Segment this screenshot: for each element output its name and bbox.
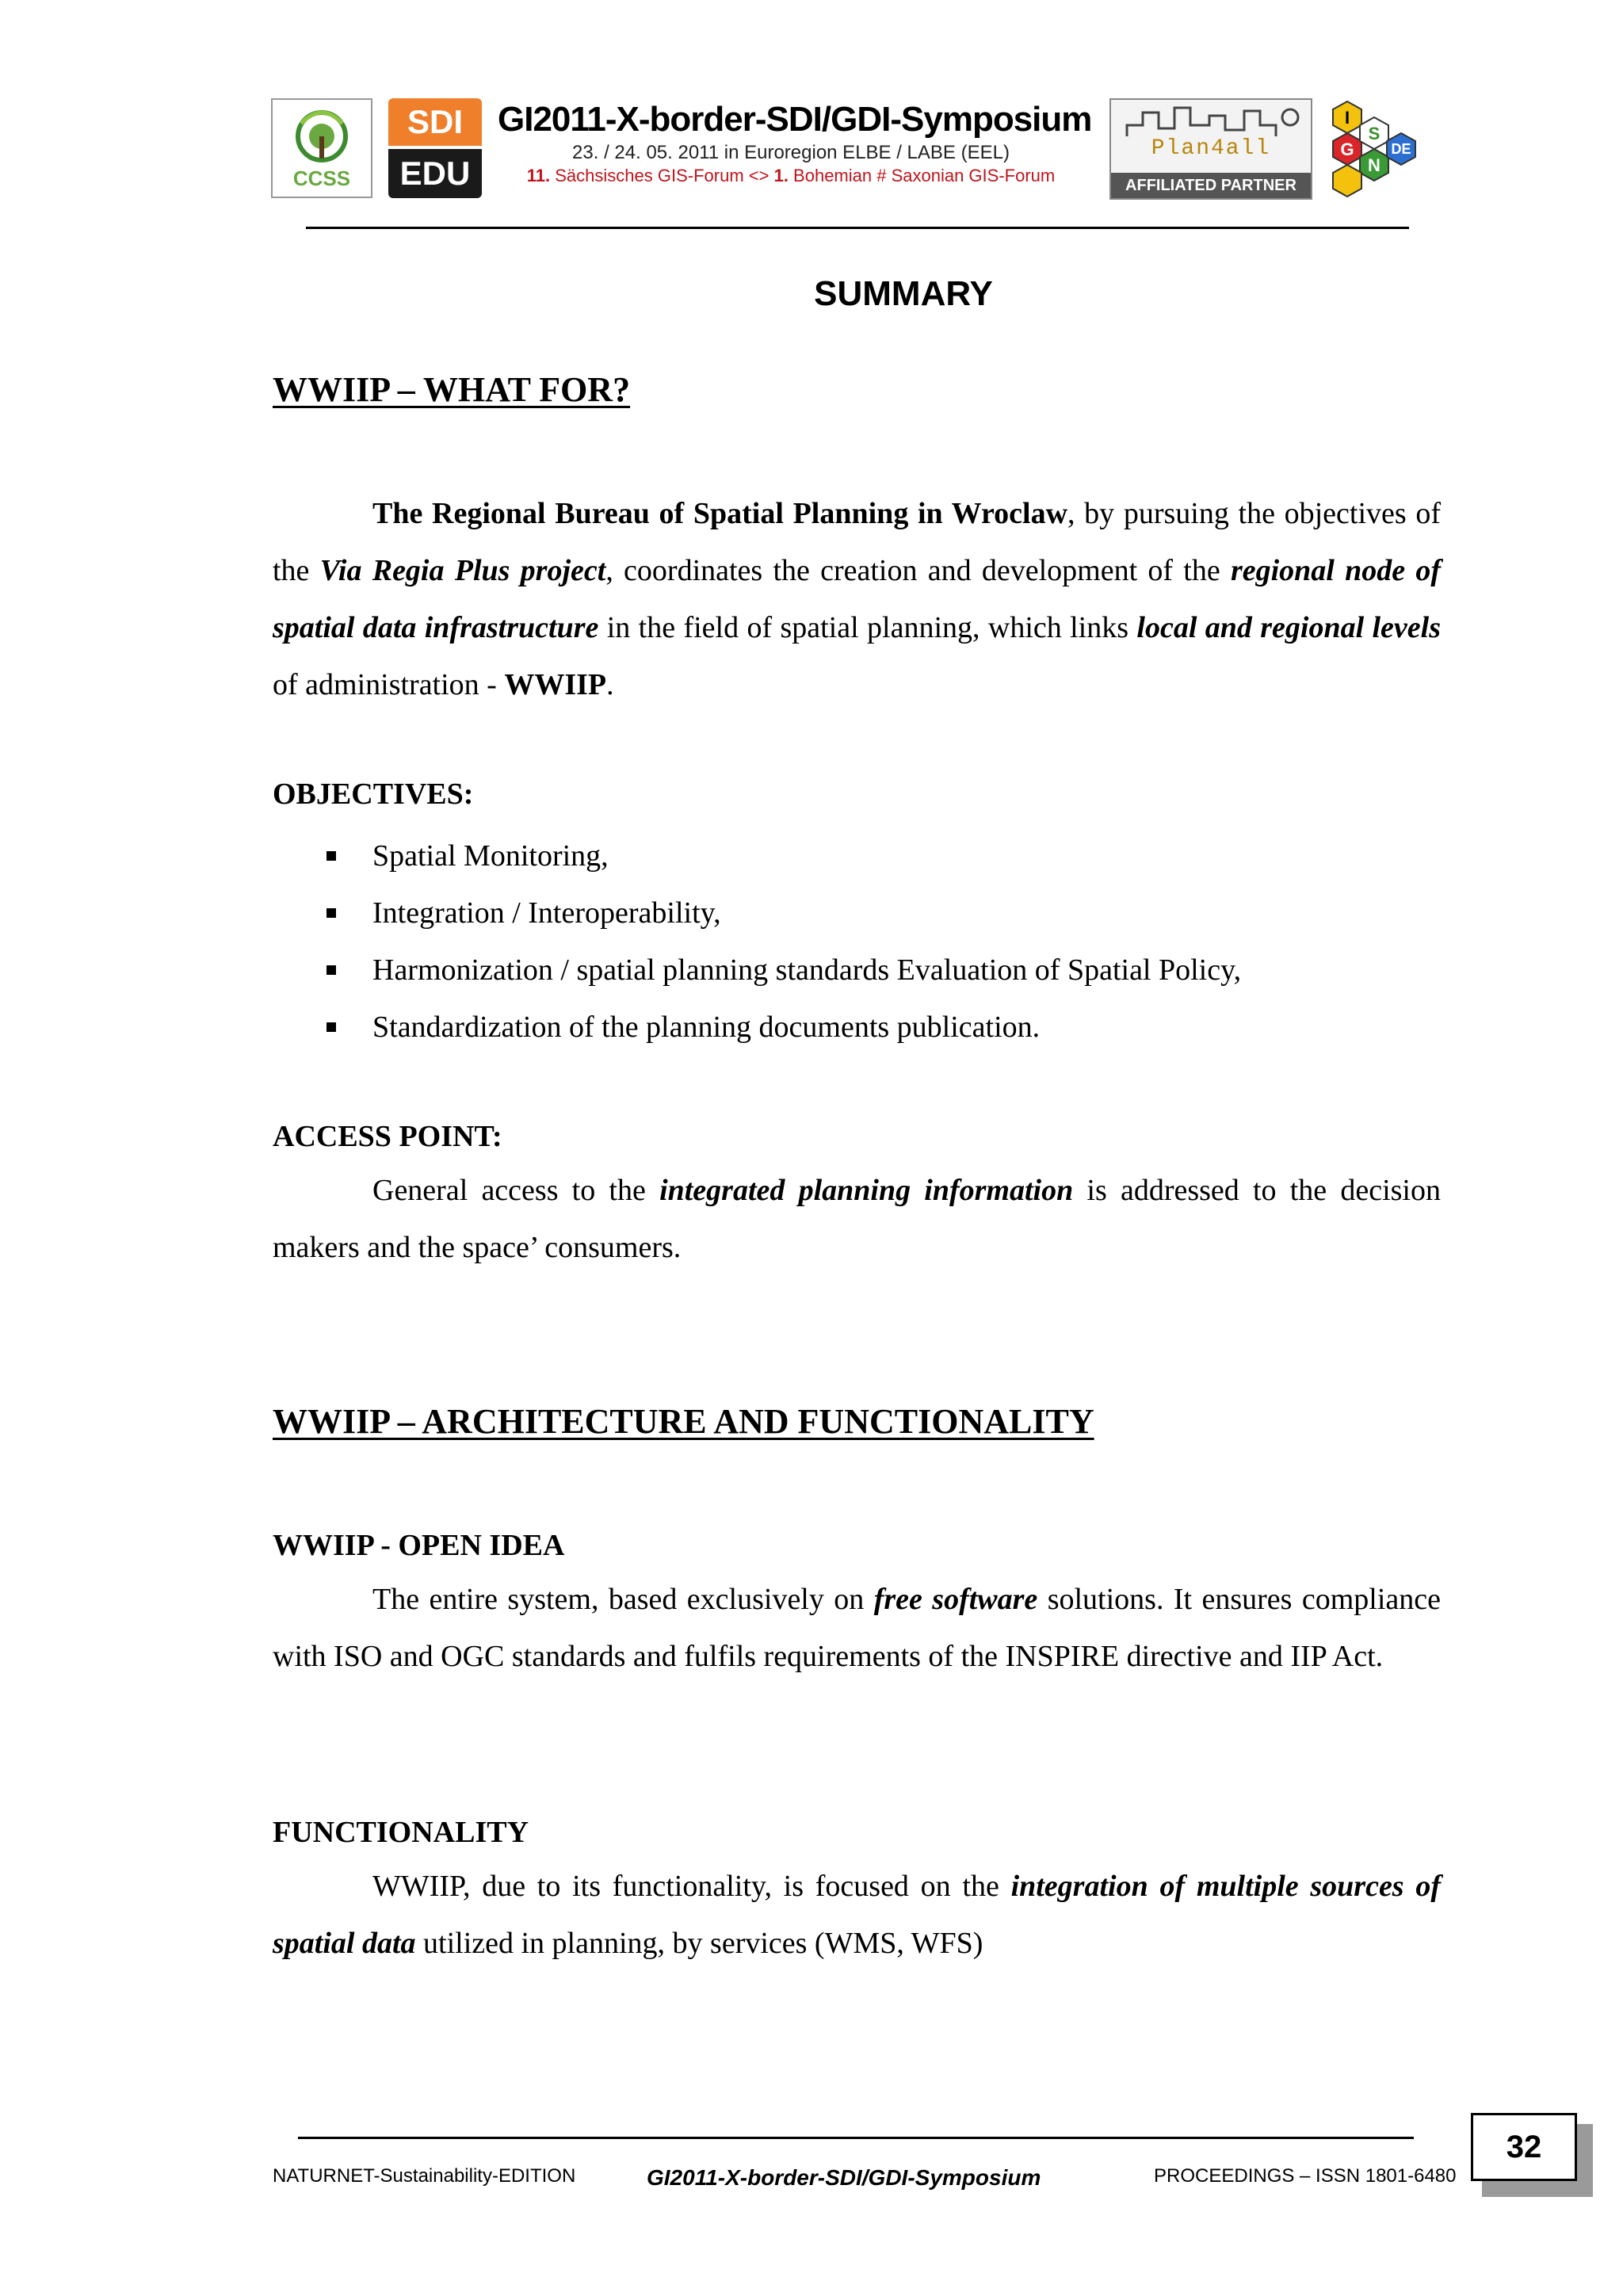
objective-text: Harmonization / spatial planning standards Evaluation of Spatial Policy, [372,953,1242,987]
func-text-2: utilized in planning, by services (WMS, WFS) [415,1927,983,1960]
functionality-heading: FUNCTIONALITY [273,1816,529,1849]
sdi-edu-logo [388,98,482,198]
ccss-tree-icon [273,100,371,197]
open-text-1: The entire system, based exclusively on [372,1583,874,1616]
open-text-2: solutions. It ensures compliance with ISO and OGC standards and fulfils requirements of the INSPIRE directive and IIP Act. [273,1583,1442,1673]
wwiip-acronym: WWIIP [504,668,607,701]
hexagon-cluster-icon [1322,98,1433,201]
igsn-letter-n: N [1368,155,1381,175]
igsn-logo [1322,98,1433,201]
section-heading-architecture: WWIIP – ARCHITECTURE AND FUNCTIONALITY [273,1402,1094,1441]
access-text-1: General access to the [372,1174,660,1207]
edu-logo-bottom: EDU [388,149,482,198]
intro-text-3: in the field of spatial planning, which links [598,611,1137,644]
bullet-square-icon [327,851,336,861]
forum-text-1: Sächsisches GIS-Forum <> [550,166,774,185]
free-software-phrase: free software [873,1583,1038,1616]
intro-text-2: , coordinates the creation and development of the [605,554,1231,587]
symposium-title: GI2011-X-border-SDI/GDI-Symposium [498,100,1092,139]
bureau-name: The Regional Bureau of Spatial Planning in Wroclaw [372,497,1068,530]
access-paragraph [273,1162,1441,1276]
sdi-logo-top: SDI [388,98,482,146]
bullet-square-icon [327,965,336,975]
forum-num-2: 1. [773,166,789,185]
integrated-info-phrase: integrated planning information [659,1174,1074,1207]
open-idea-paragraph [273,1571,1441,1685]
summary-title: SUMMARY [814,274,993,313]
page-header [0,0,1623,238]
access-text-2: is addressed to the decision makers and the space’ consumers. [273,1174,1441,1264]
footer-issn: PROCEEDINGS – ISSN 1801-6480 [1154,2165,1457,2187]
regional-node-phrase: regional node of spatial data infrastructure [273,554,1441,644]
bullet-square-icon [327,1022,336,1032]
plan4all-text: Plan4all [1151,136,1271,161]
objectives-heading: OBJECTIVES: [273,777,474,811]
access-point-heading: ACCESS POINT: [273,1120,502,1153]
ccss-logo [271,98,372,198]
footer-rule [298,2137,1414,2139]
ccss-logo-text: CCSS [292,166,351,190]
func-text-1: WWIIP, due to its functionality, is focused on the [372,1870,1011,1903]
forum-num-1: 11. [526,166,551,185]
forum-text-2: Bohemian # Saxonian GIS-Forum [788,166,1056,185]
page-number: 32 [1471,2113,1577,2181]
skyline-icon [1111,101,1311,141]
intro-text-1: , by pursuing the objectives of the [273,497,1441,587]
bullet-square-icon [327,908,336,918]
igsn-letter-de: DE [1391,141,1411,157]
project-name: Via Regia Plus project [319,554,606,587]
objective-text: Standardization of the planning documents publication. [372,1010,1041,1044]
objective-text: Spatial Monitoring, [372,839,609,873]
list-item [273,884,1241,942]
list-item [273,827,1241,884]
objective-text: Integration / Interoperability, [372,896,721,930]
list-item [273,942,1241,999]
igsn-letter-i: I [1344,108,1350,128]
open-idea-heading: WWIIP - OPEN IDEA [273,1529,565,1562]
header-rule [306,227,1409,229]
footer-symposium: GI2011-X-border-SDI/GDI-Symposium [647,2165,1041,2190]
footer-edition: NATURNET-Sustainability-EDITION [273,2165,576,2187]
section-heading-what-for: WWIIP – WHAT FOR? [273,370,631,409]
integration-phrase: integration of multiple sources of spatial data [273,1870,1441,1960]
list-item [273,999,1241,1056]
functionality-paragraph [273,1858,1441,1972]
affiliated-partner-label: AFFILIATED PARTNER [1111,173,1311,198]
intro-text-5: . [606,668,614,701]
igsn-letter-g: G [1340,139,1354,159]
objectives-list [273,827,1241,1056]
symposium-header [498,98,1092,187]
levels-phrase: local and regional levels [1136,611,1442,644]
intro-text-4: of administration - [273,668,505,701]
igsn-letter-s: S [1368,124,1381,143]
intro-paragraph [273,485,1441,713]
symposium-date: 23. / 24. 05. 2011 in Euroregion ELBE / LABE (EEL) [572,142,1010,163]
plan4all-logo [1109,98,1312,200]
symposium-forum [498,165,1084,187]
